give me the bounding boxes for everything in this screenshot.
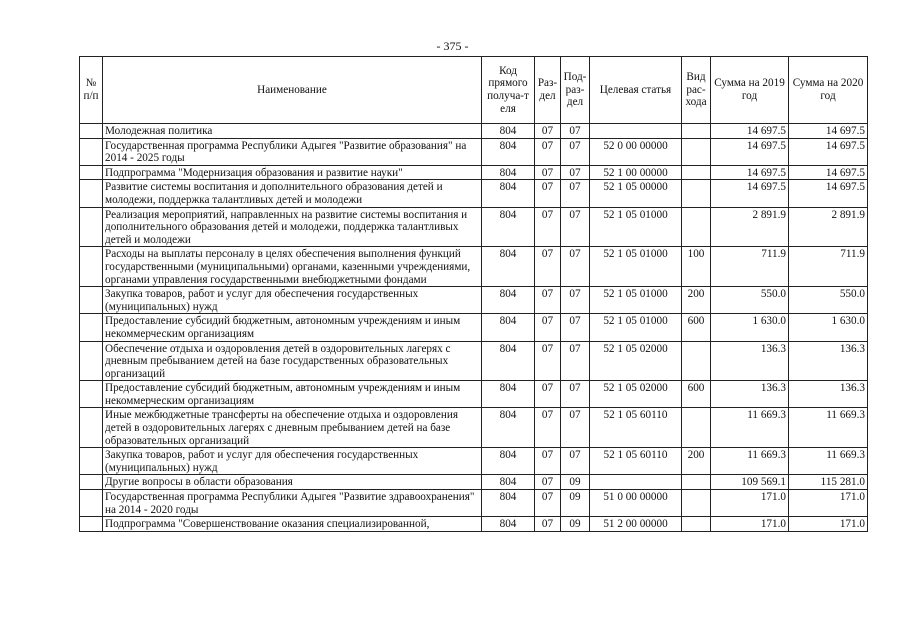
cell-subsection: 07	[561, 448, 590, 475]
cell-name: Развитие системы воспитания и дополнительного образования детей и молодежи, поддержка талантливых детей и молодежи	[103, 180, 482, 207]
cell-no	[80, 124, 103, 139]
cell-subsection: 07	[561, 408, 590, 448]
cell-sum-2020: 136.3	[789, 381, 868, 408]
table-row	[80, 180, 868, 207]
cell-no	[80, 408, 103, 448]
cell-name: Предоставление субсидий бюджетным, автономным учреждениям и иным некоммерческим организациям	[103, 381, 482, 408]
cell-sum-2020: 11 669.3	[789, 408, 868, 448]
cell-sum-2020: 14 697.5	[789, 180, 868, 207]
cell-no	[80, 138, 103, 165]
cell-sum-2019: 171.0	[711, 517, 789, 532]
cell-sum-2020: 711.9	[789, 247, 868, 287]
cell-sum-2020: 171.0	[789, 517, 868, 532]
table-row	[80, 408, 868, 448]
cell-no	[80, 341, 103, 381]
header-no: № п/п	[80, 57, 103, 124]
cell-target: 52 1 05 01000	[590, 287, 682, 314]
cell-target: 52 1 05 60110	[590, 448, 682, 475]
cell-sum-2019: 14 697.5	[711, 180, 789, 207]
cell-target: 52 1 05 01000	[590, 247, 682, 287]
cell-subsection: 07	[561, 247, 590, 287]
cell-no	[80, 517, 103, 532]
cell-no	[80, 475, 103, 490]
cell-sum-2020: 14 697.5	[789, 165, 868, 180]
cell-section: 07	[535, 341, 561, 381]
cell-code: 804	[482, 287, 535, 314]
table-row	[80, 247, 868, 287]
table-row	[80, 517, 868, 532]
cell-name: Другие вопросы в области образования	[103, 475, 482, 490]
cell-target: 52 1 05 02000	[590, 381, 682, 408]
table-row	[80, 207, 868, 247]
cell-sum-2019: 14 697.5	[711, 165, 789, 180]
cell-expense-type: 600	[682, 381, 711, 408]
cell-sum-2019: 11 669.3	[711, 408, 789, 448]
cell-target: 51 0 00 00000	[590, 490, 682, 517]
cell-target: 52 1 05 60110	[590, 408, 682, 448]
cell-target	[590, 475, 682, 490]
cell-no	[80, 247, 103, 287]
cell-target: 51 2 00 00000	[590, 517, 682, 532]
cell-expense-type	[682, 517, 711, 532]
cell-target	[590, 124, 682, 139]
cell-name: Подпрограмма "Совершенствование оказания специализированной,	[103, 517, 482, 532]
cell-sum-2020: 136.3	[789, 341, 868, 381]
cell-code: 804	[482, 165, 535, 180]
cell-sum-2019: 550.0	[711, 287, 789, 314]
cell-section: 07	[535, 517, 561, 532]
header-code: Код прямого получа-т еля	[482, 57, 535, 124]
cell-section: 07	[535, 138, 561, 165]
cell-sum-2020: 550.0	[789, 287, 868, 314]
cell-name: Расходы на выплаты персоналу в целях обеспечения выполнения функций государственными (муниципальными) органами, казенными учреждениями, органами управления государственными внебюджетными фондами	[103, 247, 482, 287]
cell-code: 804	[482, 475, 535, 490]
cell-subsection: 09	[561, 490, 590, 517]
cell-expense-type	[682, 341, 711, 381]
cell-expense-type	[682, 475, 711, 490]
cell-section: 07	[535, 475, 561, 490]
cell-sum-2020: 11 669.3	[789, 448, 868, 475]
cell-section: 07	[535, 247, 561, 287]
cell-target: 52 1 00 00000	[590, 165, 682, 180]
cell-name: Государственная программа Республики Адыгея "Развитие образования" на 2014 - 2025 годы	[103, 138, 482, 165]
cell-section: 07	[535, 490, 561, 517]
cell-section: 07	[535, 448, 561, 475]
cell-code: 804	[482, 124, 535, 139]
cell-code: 804	[482, 314, 535, 341]
cell-sum-2019: 14 697.5	[711, 124, 789, 139]
cell-section: 07	[535, 314, 561, 341]
cell-target: 52 1 05 02000	[590, 341, 682, 381]
cell-target: 52 1 05 01000	[590, 207, 682, 247]
cell-expense-type	[682, 165, 711, 180]
cell-no	[80, 165, 103, 180]
cell-subsection: 07	[561, 124, 590, 139]
cell-subsection: 07	[561, 138, 590, 165]
cell-subsection: 09	[561, 517, 590, 532]
cell-subsection: 09	[561, 475, 590, 490]
cell-sum-2020: 171.0	[789, 490, 868, 517]
cell-code: 804	[482, 381, 535, 408]
cell-expense-type	[682, 408, 711, 448]
cell-name: Обеспечение отдыха и оздоровления детей в оздоровительных лагерях с дневным пребыванием детей на базе государственных образовательных организаций	[103, 341, 482, 381]
table-row	[80, 490, 868, 517]
cell-subsection: 07	[561, 381, 590, 408]
header-expense-type: Вид рас-хода	[682, 57, 711, 124]
cell-section: 07	[535, 180, 561, 207]
cell-name: Предоставление субсидий бюджетным, автономным учреждениям и иным некоммерческим организациям	[103, 314, 482, 341]
cell-section: 07	[535, 207, 561, 247]
table-row	[80, 448, 868, 475]
cell-expense-type: 100	[682, 247, 711, 287]
cell-expense-type	[682, 490, 711, 517]
cell-sum-2019: 171.0	[711, 490, 789, 517]
table-row	[80, 138, 868, 165]
table-row	[80, 381, 868, 408]
cell-name: Закупка товаров, работ и услуг для обеспечения государственных (муниципальных) нужд	[103, 287, 482, 314]
cell-expense-type: 600	[682, 314, 711, 341]
table-row	[80, 124, 868, 139]
cell-code: 804	[482, 341, 535, 381]
cell-sum-2019: 136.3	[711, 341, 789, 381]
cell-code: 804	[482, 408, 535, 448]
budget-table	[79, 56, 868, 532]
cell-section: 07	[535, 408, 561, 448]
cell-no	[80, 448, 103, 475]
cell-expense-type	[682, 207, 711, 247]
cell-name: Реализация мероприятий, направленных на развитие системы воспитания и дополнительного образования детей и молодежи, поддержка талантливых детей и молодежи	[103, 207, 482, 247]
cell-code: 804	[482, 517, 535, 532]
cell-expense-type: 200	[682, 287, 711, 314]
cell-sum-2019: 711.9	[711, 247, 789, 287]
cell-no	[80, 381, 103, 408]
cell-no	[80, 314, 103, 341]
cell-no	[80, 180, 103, 207]
table-row	[80, 475, 868, 490]
cell-subsection: 07	[561, 180, 590, 207]
cell-no	[80, 287, 103, 314]
header-subsection: Под-раз-дел	[561, 57, 590, 124]
cell-subsection: 07	[561, 165, 590, 180]
cell-code: 804	[482, 247, 535, 287]
cell-expense-type: 200	[682, 448, 711, 475]
cell-sum-2020: 115 281.0	[789, 475, 868, 490]
cell-no	[80, 490, 103, 517]
cell-sum-2019: 11 669.3	[711, 448, 789, 475]
cell-section: 07	[535, 287, 561, 314]
cell-section: 07	[535, 165, 561, 180]
header-sum-2019: Сумма на 2019 год	[711, 57, 789, 124]
cell-sum-2019: 1 630.0	[711, 314, 789, 341]
cell-name: Закупка товаров, работ и услуг для обеспечения государственных (муниципальных) нужд	[103, 448, 482, 475]
table-row	[80, 314, 868, 341]
cell-sum-2020: 14 697.5	[789, 138, 868, 165]
header-name: Наименование	[103, 57, 482, 124]
cell-code: 804	[482, 490, 535, 517]
cell-expense-type	[682, 138, 711, 165]
cell-sum-2020: 14 697.5	[789, 124, 868, 139]
cell-code: 804	[482, 207, 535, 247]
cell-section: 07	[535, 124, 561, 139]
cell-code: 804	[482, 448, 535, 475]
cell-name: Подпрограмма "Модернизация образования и развитие науки"	[103, 165, 482, 180]
table-row	[80, 341, 868, 381]
cell-sum-2019: 2 891.9	[711, 207, 789, 247]
cell-target: 52 1 05 01000	[590, 314, 682, 341]
table-header	[80, 57, 868, 124]
table-row	[80, 287, 868, 314]
cell-expense-type	[682, 124, 711, 139]
cell-sum-2020: 2 891.9	[789, 207, 868, 247]
table-row	[80, 165, 868, 180]
cell-subsection: 07	[561, 287, 590, 314]
cell-no	[80, 207, 103, 247]
cell-target: 52 1 05 00000	[590, 180, 682, 207]
cell-code: 804	[482, 138, 535, 165]
cell-sum-2019: 136.3	[711, 381, 789, 408]
cell-section: 07	[535, 381, 561, 408]
cell-name: Молодежная политика	[103, 124, 482, 139]
cell-sum-2019: 14 697.5	[711, 138, 789, 165]
cell-code: 804	[482, 180, 535, 207]
table-body	[80, 124, 868, 532]
cell-name: Государственная программа Республики Адыгея "Развитие здравоохранения" на 2014 - 2020 годы	[103, 490, 482, 517]
cell-sum-2020: 1 630.0	[789, 314, 868, 341]
cell-subsection: 07	[561, 341, 590, 381]
page-number: - 375 -	[436, 39, 469, 53]
header-section: Раз-дел	[535, 57, 561, 124]
cell-name: Иные межбюджетные трансферты на обеспечение отдыха и оздоровления детей в оздоровительных лагерях с дневным пребыванием детей на базе образовательных организаций	[103, 408, 482, 448]
cell-expense-type	[682, 180, 711, 207]
cell-target: 52 0 00 00000	[590, 138, 682, 165]
cell-subsection: 07	[561, 207, 590, 247]
cell-sum-2019: 109 569.1	[711, 475, 789, 490]
cell-subsection: 07	[561, 314, 590, 341]
header-sum-2020: Сумма на 2020 год	[789, 57, 868, 124]
header-target: Целевая статья	[590, 57, 682, 124]
